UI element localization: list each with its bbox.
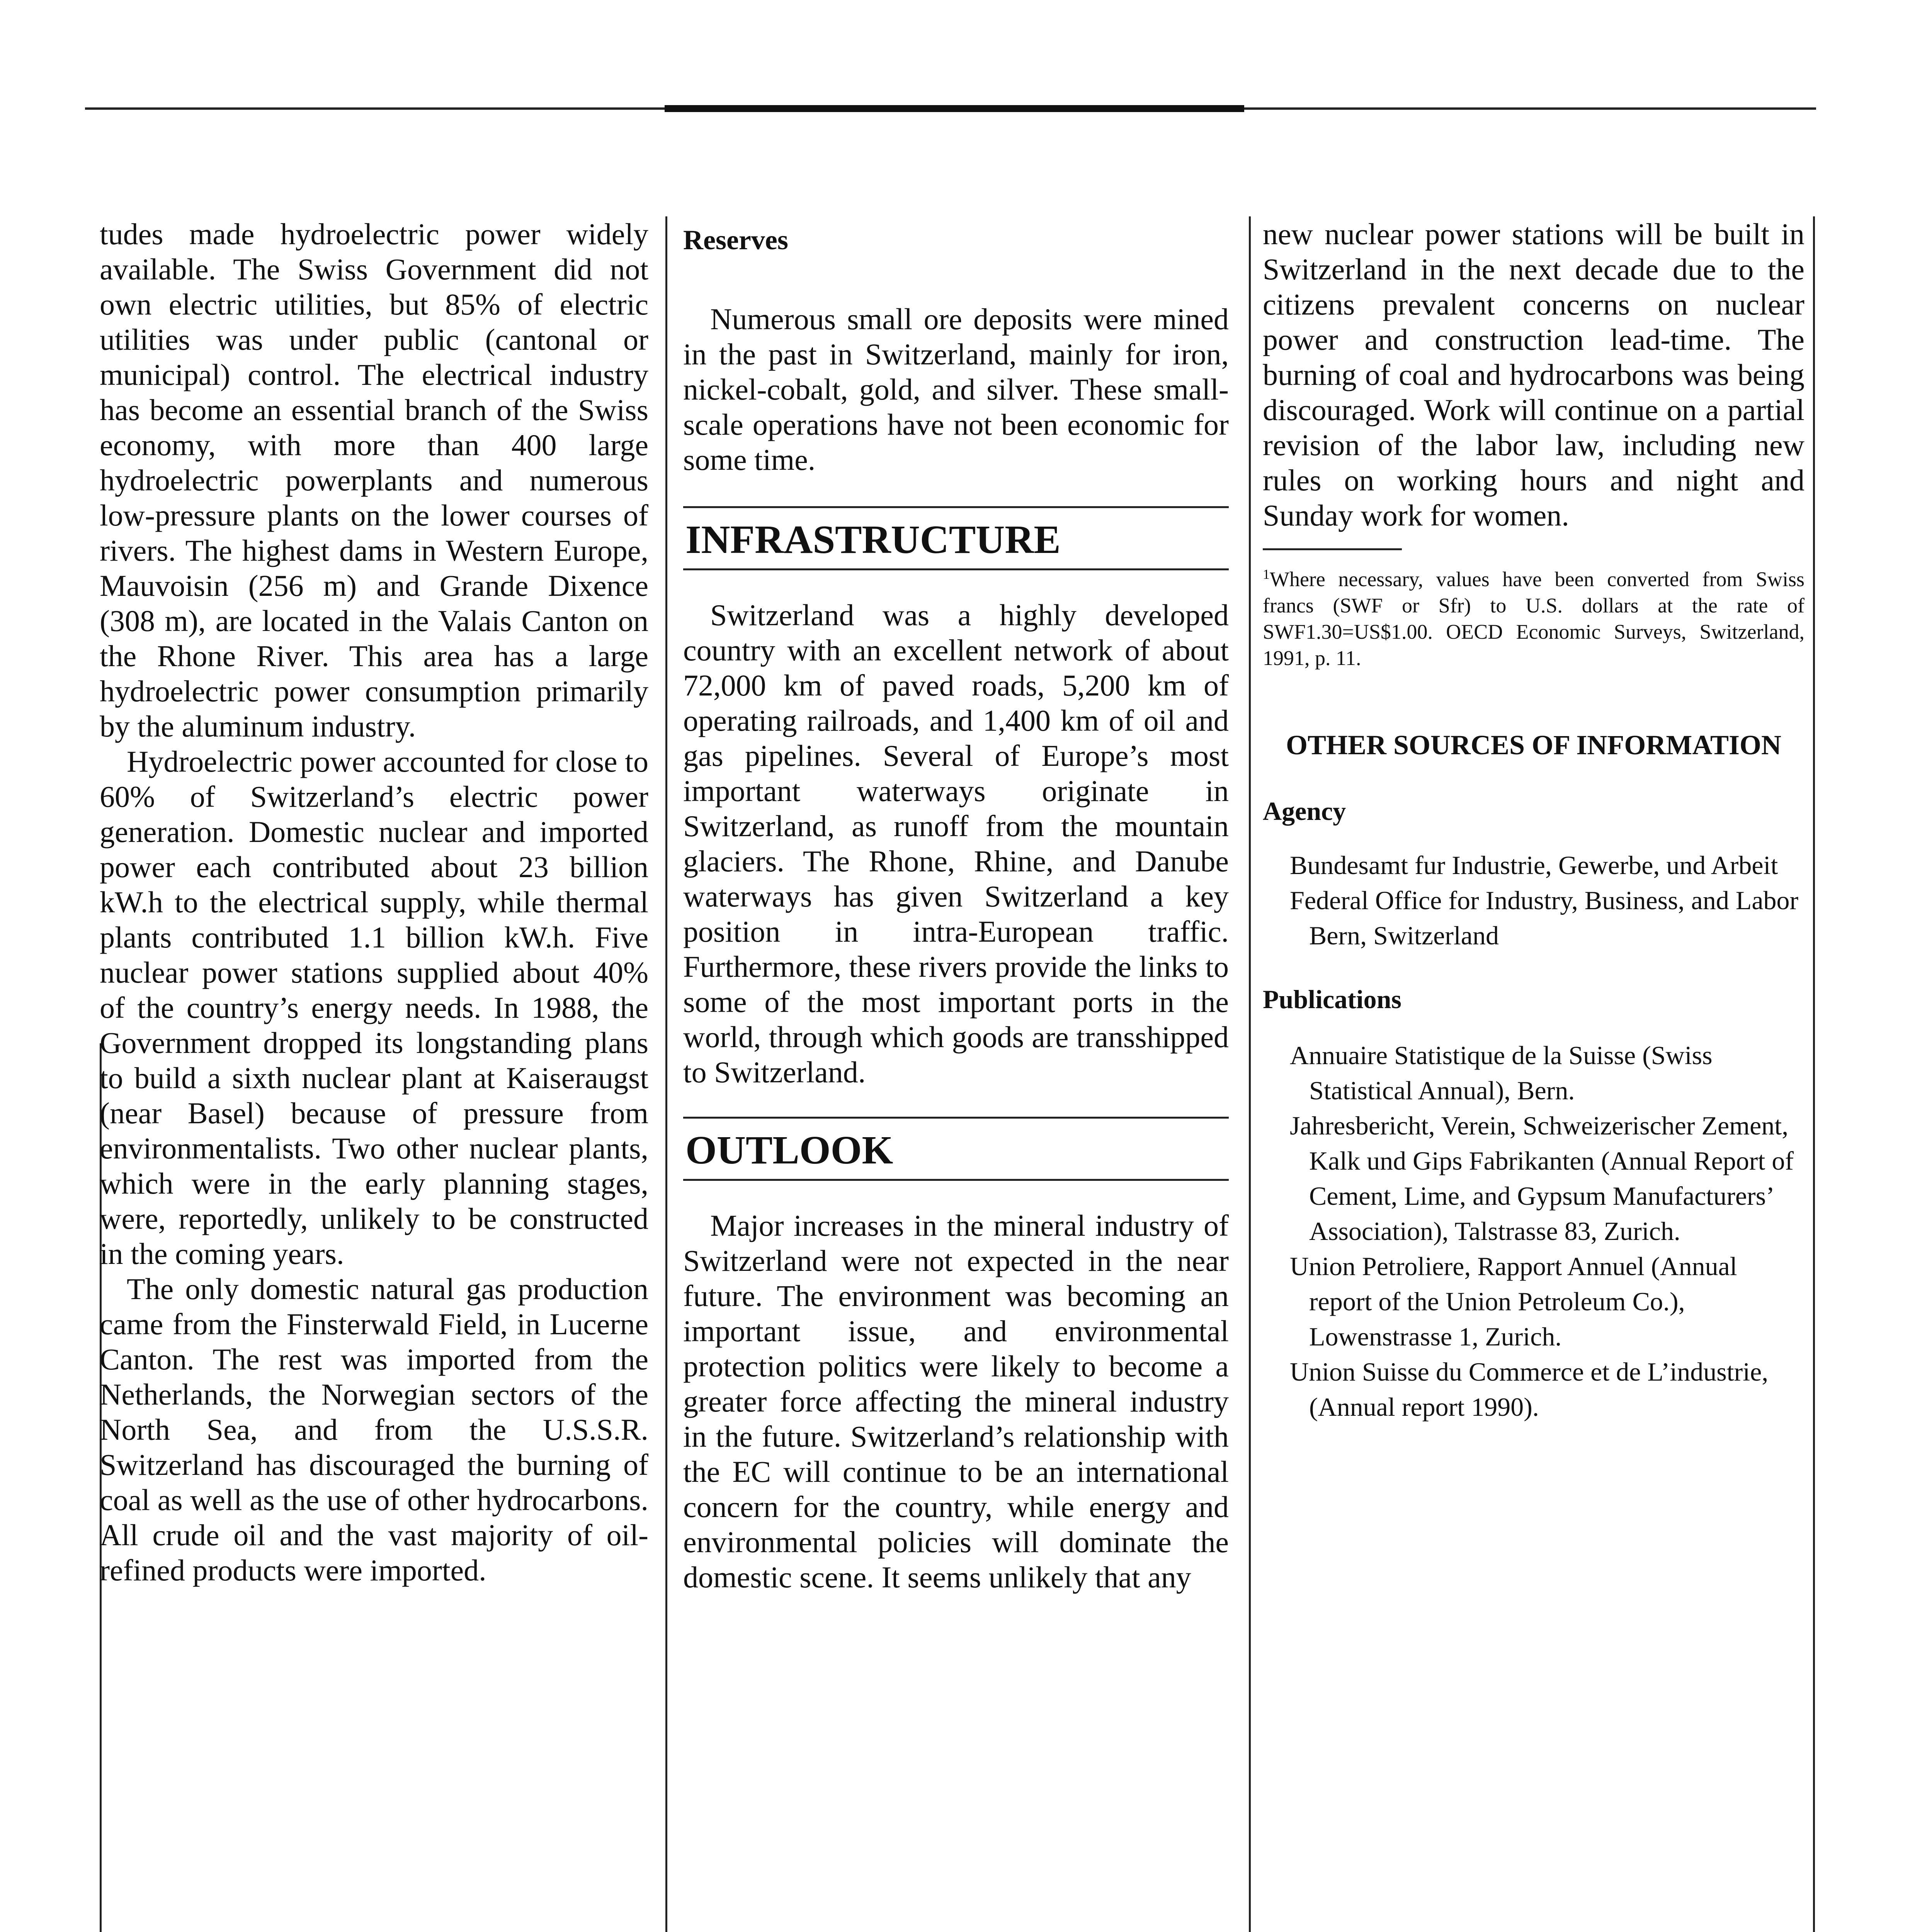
column-2 — [683, 216, 1229, 1762]
infrastructure-paragraph: Switzerland was a highly developed country with an excellent network of about 72,000 km of paved roads, 5,200 km of operating railroads, and 1,400 km of oil and gas pipelines. Several of Europe’s most important waterways originate in Switzerland, as runoff from the mountain glaciers. The Rhone, Rhine, and Danube waterways has given Switzerland a key position in intra-European traffic. Furthermore, these rivers provide the links to some of the most important ports in the world, through which goods are transshipped to Switzerland. — [683, 598, 1229, 1089]
outlook-heading: OUTLOOK — [685, 1128, 893, 1172]
body-paragraph: The only domestic natural gas production came from the Finsterwald Field, in Lucerne Canton. The rest was imported from the Netherlands, the Norwegian sectors of the North Sea, and from the U.S.S.R. Switzerland has discouraged the burning of coal as well as the use of other hydrocarbons. All crude oil and the vast majority of oil-refined products were imported. — [100, 1272, 648, 1587]
column-divider-1 — [665, 216, 667, 1932]
agency-location: Bern, Switzerland — [1309, 921, 1499, 950]
footnote — [1263, 561, 1804, 671]
column-3 — [1263, 216, 1804, 1425]
footnote-text: Where necessary, values have been converted from Swiss francs (SWF or Sfr) to U.S. dollars at the rate of SWF1.30=US$1.00. OECD Economic Surveys, Switzerland, 1991, p. 11. — [1263, 568, 1804, 670]
publication-entry: Annuaire Statistique de la Suisse (Swiss Statistical Annual), Bern. — [1290, 1041, 1713, 1105]
publications-list — [1263, 1038, 1804, 1425]
reserves-heading: Reserves — [683, 224, 788, 255]
body-paragraph: Hydroelectric power accounted for close to 60% of Switzerland’s electric power generation. Domestic nuclear and imported power each contributed about 23 billion kW.h to the electrical supply, while thermal plants contributed 1.1 billion kW.h. Five nuclear power stations supplied about 40% of the country’s energy needs. In 1988, the Government dropped its longstanding plans to build a sixth nuclear plant at Kaiseraugst (near Basel) because of pressure from environmentalists. Two other nuclear plants, which were in the early planning stages, were, reportedly, unlikely to be constructed in the coming years. — [100, 745, 648, 1270]
agency-list — [1263, 848, 1804, 953]
body-paragraph: tudes made hydroelectric power widely available. The Swiss Government did not own electric utilities, but 85% of electric utilities was under public (cantonal or municipal) control. The electrical industry has become an essential branch of the Swiss economy, with more than 400 large hydroelectric powerplants and numerous low-pressure plants on the lower courses of rivers. The highest dams in Western Europe, Mauvoisin (256 m) and Grande Dixence (308 m), are located in the Valais Canton on the Rhone River. This area has a large hydroelectric power consumption primarily by the aluminum industry. — [100, 217, 648, 743]
outlook-paragraph: Major increases in the mineral industry of Switzerland were not expected in the near future. The environment was becoming an important issue, and environmental protection politics were likely to become a greater force affecting the mineral industry in the future. Switzerland’s relationship with the EC will continue to be an international concern for the country, while energy and environmental policies will dominate the domestic scene. It seems unlikely that any — [683, 1209, 1229, 1594]
publication-entry: Jahresbericht, Verein, Schweizerischer Zement, Kalk und Gips Fabrikanten (Annual Report of Cement, Lime, and Gypsum Manufacturers’ Association), Talstrasse 83, Zurich. — [1290, 1111, 1794, 1246]
agency-entry: Bundesamt fur Industrie, Gewerbe, und Arbeit — [1290, 850, 1778, 880]
column-1 — [100, 216, 648, 1588]
publication-entry: Union Petroliere, Rapport Annuel (Annual report of the Union Petroleum Co.), Lowenstrasse 1, Zurich. — [1290, 1252, 1737, 1351]
footnote-marker: 1 — [1263, 566, 1270, 582]
agency-entry: Federal Office for Industry, Business, and Labor — [1290, 886, 1799, 915]
agency-heading: Agency — [1263, 796, 1346, 826]
top-rule-accent — [665, 105, 1244, 112]
column-divider-2 — [1249, 216, 1251, 1932]
body-paragraph: new nuclear power stations will be built in Switzerland in the next decade due to the citizens prevalent concerns on nuclear power and construction lead-time. The burning of coal and hydrocarbons was being discouraged. Work will continue on a partial revision of the labor law, including new rules on working hours and night and Sunday work for women. — [1263, 217, 1804, 532]
infrastructure-section — [683, 506, 1229, 1090]
section-rule — [683, 1179, 1229, 1181]
publication-entry: Union Suisse du Commerce et de L’industrie, (Annual report 1990). — [1290, 1357, 1769, 1422]
publications-heading: Publications — [1263, 985, 1401, 1014]
other-sources-heading: OTHER SOURCES OF INFORMATION — [1286, 730, 1782, 760]
footnote-rule — [1263, 548, 1402, 550]
infrastructure-heading: INFRASTRUCTURE — [685, 517, 1061, 562]
outlook-section — [683, 1117, 1229, 1595]
right-margin-rule — [1813, 216, 1815, 1932]
section-rule — [683, 568, 1229, 570]
reserves-paragraph: Numerous small ore deposits were mined in the past in Switzerland, mainly for iron, nickel-cobalt, gold, and silver. These small-scale operations have not been economic for some time. — [683, 302, 1229, 476]
